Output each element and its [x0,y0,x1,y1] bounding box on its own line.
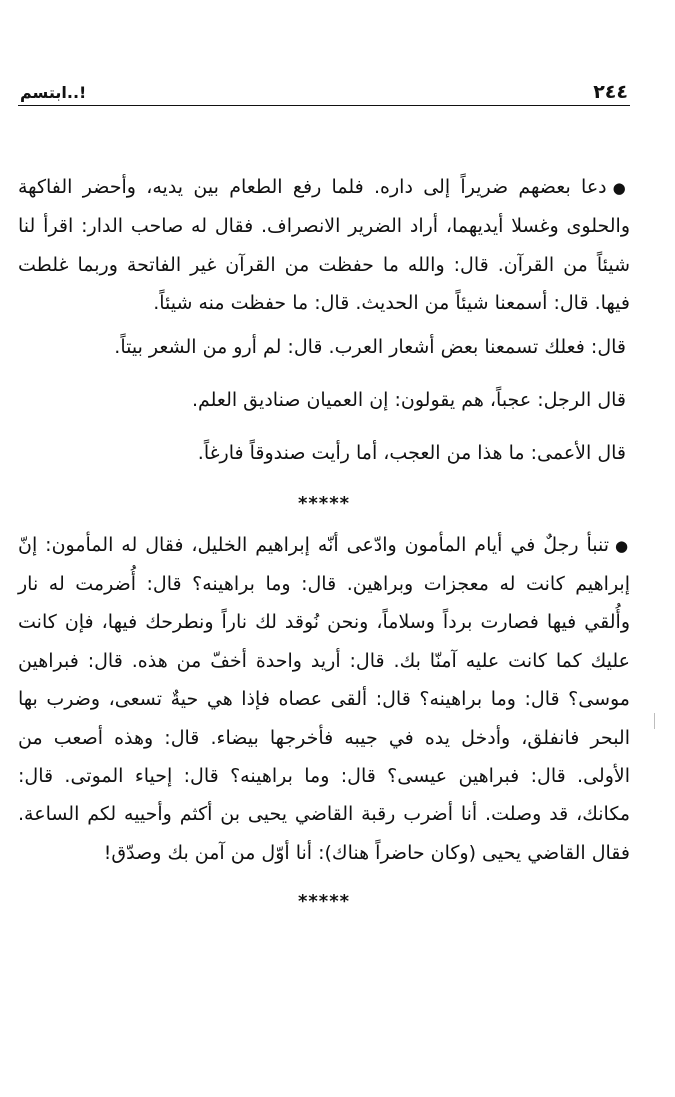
anecdote-2-paragraph [18,526,630,873]
anecdote-1-paragraph [18,168,630,323]
page-body [18,168,630,912]
page-number: ٢٤٤ [593,81,628,103]
anecdote-1-line: قال: فعلك تسمعنا بعض أشعار العرب. قال: لم أرو من الشعر بيتاً. [114,335,626,358]
bullet-icon: ● [612,179,630,197]
anecdote-1-line: قال الأعمى: ما هذا من العجب، أما رأيت صندوقاً فارغاً. [197,441,626,464]
bullet-icon: ● [615,536,630,555]
anecdote-1-text: دعا بعضهم ضريراً إلى داره. فلما رفع الطعام بين يديه، وأحضر الفاكهة والحلوى وغسلا أيديهما، أراد الضرير الانصراف. فقال له صاحب الدار: اقرأ لنا شيئاً من القرآن. قال: والله ما حفظت من القرآن غير الفاتحة وربما غلطت فيها. قال: أسمعنا شيئاً من الحديث. قال: ما حفظت منه شيئاً. [18,176,630,315]
section-separator: ***** [297,492,351,514]
anecdote-2-text: تنبأ رجلٌ في أيام المأمون وادّعى أنّه إبراهيم الخليل، فقال له المأمون: إنّ إبراهيم كانت له معجزات وبراهين. قال: وما براهينه؟ قال: أُضرمت له نار وأُلقي فيها فصارت برداً وسلاماً، ونحن نُوقد لك ناراً ونطرحك فيها، فإن كانت عليك كما كانت عليه آمنّا بك. قال: أريد واحدة أخفّ من هذه. قال: فبراهين موسى؟ قال: وما براهينه؟ قال: ألقى عصاه فإذا هي حيةٌ تسعى، وضرب بها البحر فانفلق، وأدخل يده في جيبه فأخرجها بيضاء. قال: وهذه أصعب من الأولى. قال: فبراهين عيسى؟ قال: وما براهينه؟ قال: إحياء الموتى. قال: مكانك، قد وصلت. أنا أضرب رقبة القاضي يحيى بن أكثم وأحييه لكم الساعة. فقال القاضي يحيى (وكان حاضراً هناك): أنا أوّل من آمن بك وصدّق! [18,533,630,864]
page-header [18,76,630,106]
section-separator: ***** [297,891,351,913]
anecdote-1-line: قال الرجل: عجباً، هم يقولون: إن العميان صناديق العلم. [191,388,626,411]
header-rule [18,105,630,106]
margin-mark [654,713,655,729]
running-title: ابتسم..! [20,83,87,102]
